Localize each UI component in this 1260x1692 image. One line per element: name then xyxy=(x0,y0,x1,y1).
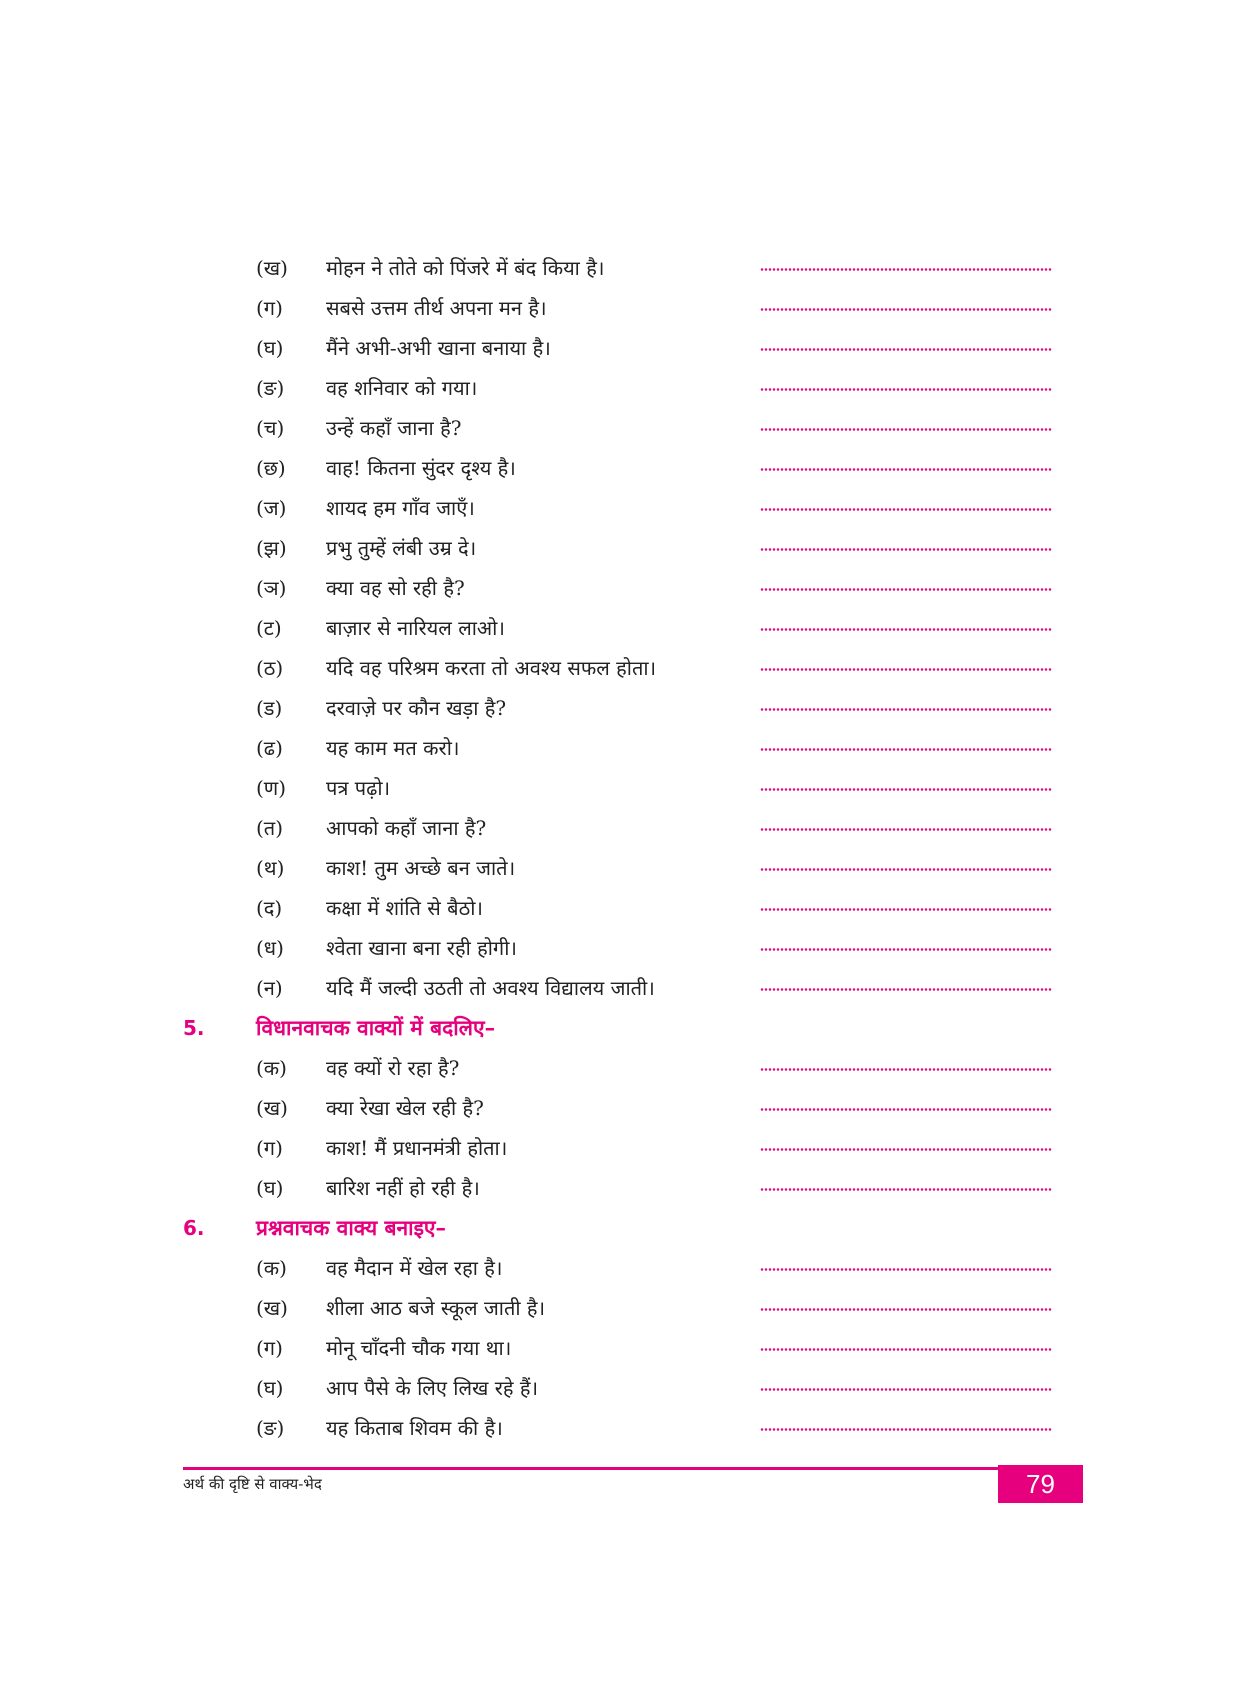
answer-blank[interactable] xyxy=(760,468,1052,471)
item-sentence: मोहन ने तोते को पिंजरे में बंद किया है। xyxy=(326,256,605,280)
item-sentence: आप पैसे के लिए लिख रहे हैं। xyxy=(326,1376,539,1400)
item-label: (ख) xyxy=(256,256,288,280)
exercise-item xyxy=(0,768,1260,808)
item-label: (थ) xyxy=(256,856,285,880)
answer-blank[interactable] xyxy=(760,788,1052,791)
exercise-item xyxy=(0,328,1260,368)
answer-blank[interactable] xyxy=(760,1388,1052,1391)
answer-blank[interactable] xyxy=(760,988,1052,991)
item-sentence: शायद हम गाँव जाएँ। xyxy=(326,496,475,520)
exercise-item xyxy=(0,648,1260,688)
answer-blank[interactable] xyxy=(760,868,1052,871)
item-label: (घ) xyxy=(256,1176,284,1200)
item-sentence: कक्षा में शांति से बैठो। xyxy=(326,896,483,920)
section-instruction: प्रश्नवाचक वाक्य बनाइए– xyxy=(256,1215,447,1240)
item-sentence: सबसे उत्तम तीर्थ अपना मन है। xyxy=(326,296,547,320)
answer-blank[interactable] xyxy=(760,1188,1052,1191)
item-label: (ङ) xyxy=(256,376,285,400)
answer-blank[interactable] xyxy=(760,1348,1052,1351)
answer-blank[interactable] xyxy=(760,1148,1052,1151)
exercise-item xyxy=(0,688,1260,728)
item-sentence: आपको कहाँ जाना है? xyxy=(326,816,487,840)
item-sentence: काश! मैं प्रधानमंत्री होता। xyxy=(326,1136,508,1160)
exercise-item xyxy=(0,968,1260,1008)
item-sentence: वह शनिवार को गया। xyxy=(326,376,478,400)
item-sentence: शीला आठ बजे स्कूल जाती है। xyxy=(326,1296,546,1320)
answer-blank[interactable] xyxy=(760,1108,1052,1111)
item-sentence: प्रभु तुम्हें लंबी उम्र दे। xyxy=(326,536,477,560)
answer-blank[interactable] xyxy=(760,748,1052,751)
item-label: (न) xyxy=(256,976,283,1000)
exercise-item xyxy=(0,288,1260,328)
item-label: (ज) xyxy=(256,496,287,520)
exercise-item xyxy=(0,1168,1260,1208)
item-label: (ग) xyxy=(256,1136,283,1160)
item-sentence: दरवाज़े पर कौन खड़ा है? xyxy=(326,696,507,720)
exercise-item xyxy=(0,448,1260,488)
section-instruction: विधानवाचक वाक्यों में बदलिए– xyxy=(256,1015,496,1040)
item-label: (घ) xyxy=(256,336,284,360)
answer-blank[interactable] xyxy=(760,908,1052,911)
exercise-item xyxy=(0,1048,1260,1088)
item-label: (ट) xyxy=(256,616,282,640)
item-label: (ठ) xyxy=(256,656,284,680)
exercise-item xyxy=(0,568,1260,608)
answer-blank[interactable] xyxy=(760,548,1052,551)
exercise-item xyxy=(0,1128,1260,1168)
item-sentence: यदि वह परिश्रम करता तो अवश्य सफल होता। xyxy=(326,656,657,680)
exercise-item xyxy=(0,1408,1260,1448)
item-label: (द) xyxy=(256,896,283,920)
answer-blank[interactable] xyxy=(760,828,1052,831)
exercise-item xyxy=(0,608,1260,648)
exercise-item xyxy=(0,528,1260,568)
exercise-item xyxy=(0,1088,1260,1128)
item-label: (घ) xyxy=(256,1376,284,1400)
footer-chapter-title: अर्थ की दृष्टि से वाक्य-भेद xyxy=(183,1475,322,1493)
item-label: (क) xyxy=(256,1256,287,1280)
item-label: (ग) xyxy=(256,1336,283,1360)
item-sentence: यदि मैं जल्दी उठती तो अवश्य विद्यालय जाती। xyxy=(326,976,655,1000)
item-sentence: पत्र पढ़ो। xyxy=(326,776,391,800)
item-sentence: उन्हें कहाँ जाना है? xyxy=(326,416,462,440)
answer-blank[interactable] xyxy=(760,428,1052,431)
item-label: (ख) xyxy=(256,1296,288,1320)
exercise-item xyxy=(0,368,1260,408)
item-sentence: बाज़ार से नारियल लाओ। xyxy=(326,616,505,640)
item-label: (क) xyxy=(256,1056,287,1080)
answer-blank[interactable] xyxy=(760,308,1052,311)
answer-blank[interactable] xyxy=(760,1428,1052,1431)
section-number: 5. xyxy=(183,1016,205,1040)
item-sentence: वह क्यों रो रहा है? xyxy=(326,1056,460,1080)
item-sentence: यह काम मत करो। xyxy=(326,736,460,760)
answer-blank[interactable] xyxy=(760,1308,1052,1311)
footer-divider xyxy=(183,1467,1083,1470)
item-sentence: काश! तुम अच्छे बन जाते। xyxy=(326,856,516,880)
answer-blank[interactable] xyxy=(760,1068,1052,1071)
item-sentence: वह मैदान में खेल रहा है। xyxy=(326,1256,503,1280)
exercise-item xyxy=(0,1288,1260,1328)
answer-blank[interactable] xyxy=(760,708,1052,711)
item-label: (ञ) xyxy=(256,576,287,600)
item-label: (ण) xyxy=(256,776,287,800)
item-sentence: यह किताब शिवम की है। xyxy=(326,1416,503,1440)
item-sentence: बारिश नहीं हो रही है। xyxy=(326,1176,480,1200)
item-sentence: मोनू चाँदनी चौक गया था। xyxy=(326,1336,512,1360)
item-label: (झ) xyxy=(256,536,287,560)
exercise-item xyxy=(0,248,1260,288)
item-label: (ग) xyxy=(256,296,283,320)
exercise-item xyxy=(0,408,1260,448)
exercise-item xyxy=(0,888,1260,928)
item-sentence: क्या रेखा खेल रही है? xyxy=(326,1096,484,1120)
item-label: (ध) xyxy=(256,936,284,960)
answer-blank[interactable] xyxy=(760,1268,1052,1271)
item-sentence: क्या वह सो रही है? xyxy=(326,576,465,600)
answer-blank[interactable] xyxy=(760,388,1052,391)
answer-blank[interactable] xyxy=(760,948,1052,951)
exercise-item xyxy=(0,488,1260,528)
item-sentence: मैंने अभी-अभी खाना बनाया है। xyxy=(326,336,551,360)
exercise-item xyxy=(0,808,1260,848)
item-sentence: वाह! कितना सुंदर दृश्य है। xyxy=(326,456,516,480)
exercise-item xyxy=(0,928,1260,968)
exercise-item xyxy=(0,848,1260,888)
section-heading xyxy=(0,1008,1260,1048)
answer-blank[interactable] xyxy=(760,348,1052,351)
answer-blank[interactable] xyxy=(760,628,1052,631)
item-label: (ढ) xyxy=(256,736,283,760)
exercise-item xyxy=(0,728,1260,768)
exercise-item xyxy=(0,1328,1260,1368)
item-label: (च) xyxy=(256,416,285,440)
section-number: 6. xyxy=(183,1216,205,1240)
item-label: (छ) xyxy=(256,456,286,480)
item-label: (त) xyxy=(256,816,284,840)
exercise-item xyxy=(0,1248,1260,1288)
answer-blank[interactable] xyxy=(760,588,1052,591)
page-number: 79 xyxy=(998,1465,1083,1503)
item-label: (ख) xyxy=(256,1096,288,1120)
exercise-item xyxy=(0,1368,1260,1408)
item-label: (ड) xyxy=(256,696,283,720)
section-heading xyxy=(0,1208,1260,1248)
answer-blank[interactable] xyxy=(760,668,1052,671)
item-sentence: श्वेता खाना बना रही होगी। xyxy=(326,936,517,960)
answer-blank[interactable] xyxy=(760,508,1052,511)
item-label: (ङ) xyxy=(256,1416,285,1440)
answer-blank[interactable] xyxy=(760,268,1052,271)
